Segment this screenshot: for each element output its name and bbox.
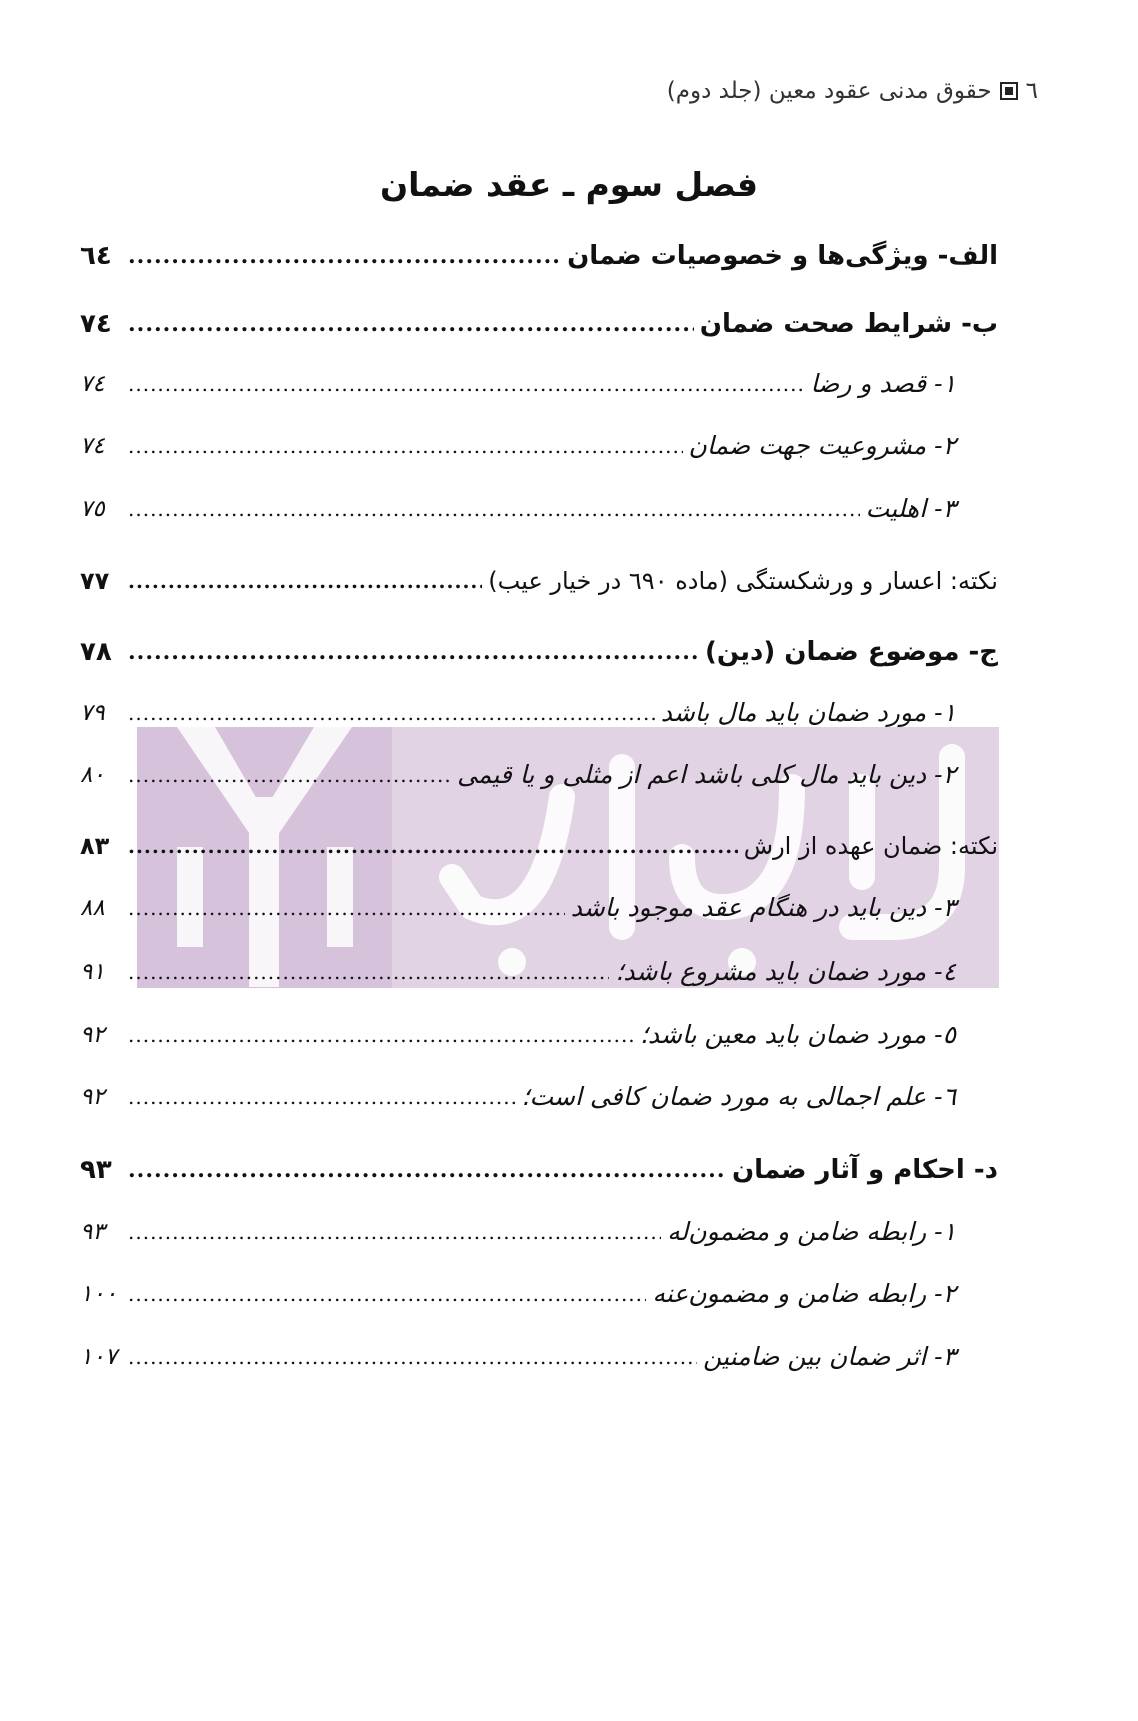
toc-entry-label: ١- رابطه ضامن و مضمون‌له — [667, 1217, 956, 1246]
leader-dots — [128, 1212, 661, 1252]
toc-entry-page: ٧٤ — [80, 309, 112, 339]
toc-entry-label: ب- شرایط صحت ضمان — [699, 309, 998, 339]
leader-dots — [128, 426, 683, 466]
toc-entry-page: ٨٠ — [80, 762, 105, 788]
toc-entry — [80, 1274, 998, 1314]
leader-dots — [128, 364, 805, 404]
toc-entry-label: ١- مورد ضمان باید مال باشد — [660, 698, 956, 727]
toc-entry-page: ٩٣ — [80, 1219, 105, 1245]
leader-dots — [128, 1015, 634, 1055]
toc-entry — [80, 755, 998, 795]
toc-entry — [80, 693, 998, 733]
toc-entry-label: نکته: اعسار و ورشکستگی (ماده ٦٩٠ در خیار عیب) — [488, 567, 998, 595]
toc-entry — [80, 632, 998, 672]
chapter-title: فصل سوم ـ عقد ضمان — [379, 165, 759, 204]
leader-dots — [128, 489, 860, 529]
square-bullet-icon — [1000, 82, 1018, 100]
toc-entry-label: ٢- مشروعیت جهت ضمان — [688, 431, 956, 460]
toc-entry-label: ١- قصد و رضا — [810, 369, 956, 398]
toc-entry-label: ٦- علم اجمالی به مورد ضمان کافی است؛ — [521, 1082, 956, 1111]
leader-dots — [128, 755, 451, 795]
toc-entry — [80, 1212, 998, 1252]
toc-entry — [80, 1077, 998, 1117]
toc-entry — [80, 236, 998, 276]
page-number: ٦ — [1025, 78, 1038, 104]
toc-entry-label: ٤- مورد ضمان باید مشروع باشد؛ — [615, 957, 956, 986]
toc-entry — [80, 952, 998, 992]
leader-dots — [128, 561, 482, 601]
leader-dots — [128, 693, 655, 733]
toc-entry-page: ١٠٧ — [80, 1344, 118, 1370]
toc-entry — [80, 489, 998, 529]
toc-entry-label: نکته: ضمان عهده از ارش — [743, 832, 998, 860]
toc-entry-page: ٨٨ — [80, 895, 105, 921]
leader-dots — [128, 952, 609, 992]
toc-entry-page: ٧٩ — [80, 700, 105, 726]
toc-entry — [80, 561, 998, 601]
leader-dots — [128, 632, 699, 672]
toc-entry — [80, 364, 998, 404]
toc-entry-page: ٧٥ — [80, 496, 105, 522]
leader-dots — [128, 826, 738, 866]
toc-entry-page: ٧٤ — [80, 371, 105, 397]
toc-entry — [80, 826, 998, 866]
toc-entry-page: ٩٢ — [80, 1022, 105, 1048]
toc-entry — [80, 1150, 998, 1190]
book-title: حقوق مدنی عقود معین (جلد دوم) — [666, 78, 992, 104]
leader-dots — [128, 1077, 516, 1117]
toc-entry-label: ٣- اهلیت — [865, 494, 956, 523]
leader-dots — [128, 1150, 726, 1190]
leader-dots — [128, 888, 565, 928]
toc-entry-page: ٧٤ — [80, 433, 105, 459]
leader-dots — [128, 236, 561, 276]
toc-entry-label: ٣- دین باید در هنگام عقد موجود باشد — [570, 893, 956, 922]
leader-dots — [128, 1274, 646, 1314]
toc-entry-label: ٢- دین باید مال کلی باشد اعم از مثلی و یا قیمی — [457, 760, 956, 789]
toc-entry-page: ٨٣ — [80, 832, 110, 860]
toc-entry-page: ٧٧ — [80, 567, 110, 595]
toc-entry — [80, 888, 998, 928]
toc-entry-label: ٥- مورد ضمان باید معین باشد؛ — [639, 1020, 956, 1049]
toc-entry — [80, 426, 998, 466]
toc-entry-page: ٦٤ — [80, 241, 112, 271]
toc-entry-label: الف- ویژگی‌ها و خصوصیات ضمان — [567, 241, 998, 271]
toc-entry-label: ٢- رابطه ضامن و مضمون‌عنه — [652, 1279, 956, 1308]
toc-entry-page: ١٠٠ — [80, 1281, 118, 1307]
toc-entry — [80, 1337, 998, 1377]
toc-entry-page: ٩١ — [80, 959, 105, 985]
toc-entry-page: ٩٢ — [80, 1084, 105, 1110]
toc-entry-label: ج- موضوع ضمان (دین) — [704, 637, 998, 667]
toc-entry — [80, 304, 998, 344]
toc-entry-page: ٩٣ — [80, 1155, 112, 1185]
table-of-contents — [80, 0, 998, 1721]
toc-entry-label: ٣- اثر ضمان بین ضامنین — [703, 1342, 956, 1371]
leader-dots — [128, 1337, 697, 1377]
toc-entry-label: د- احکام و آثار ضمان — [731, 1155, 998, 1185]
toc-entry-page: ٧٨ — [80, 637, 112, 667]
leader-dots — [128, 304, 694, 344]
toc-entry — [80, 1015, 998, 1055]
